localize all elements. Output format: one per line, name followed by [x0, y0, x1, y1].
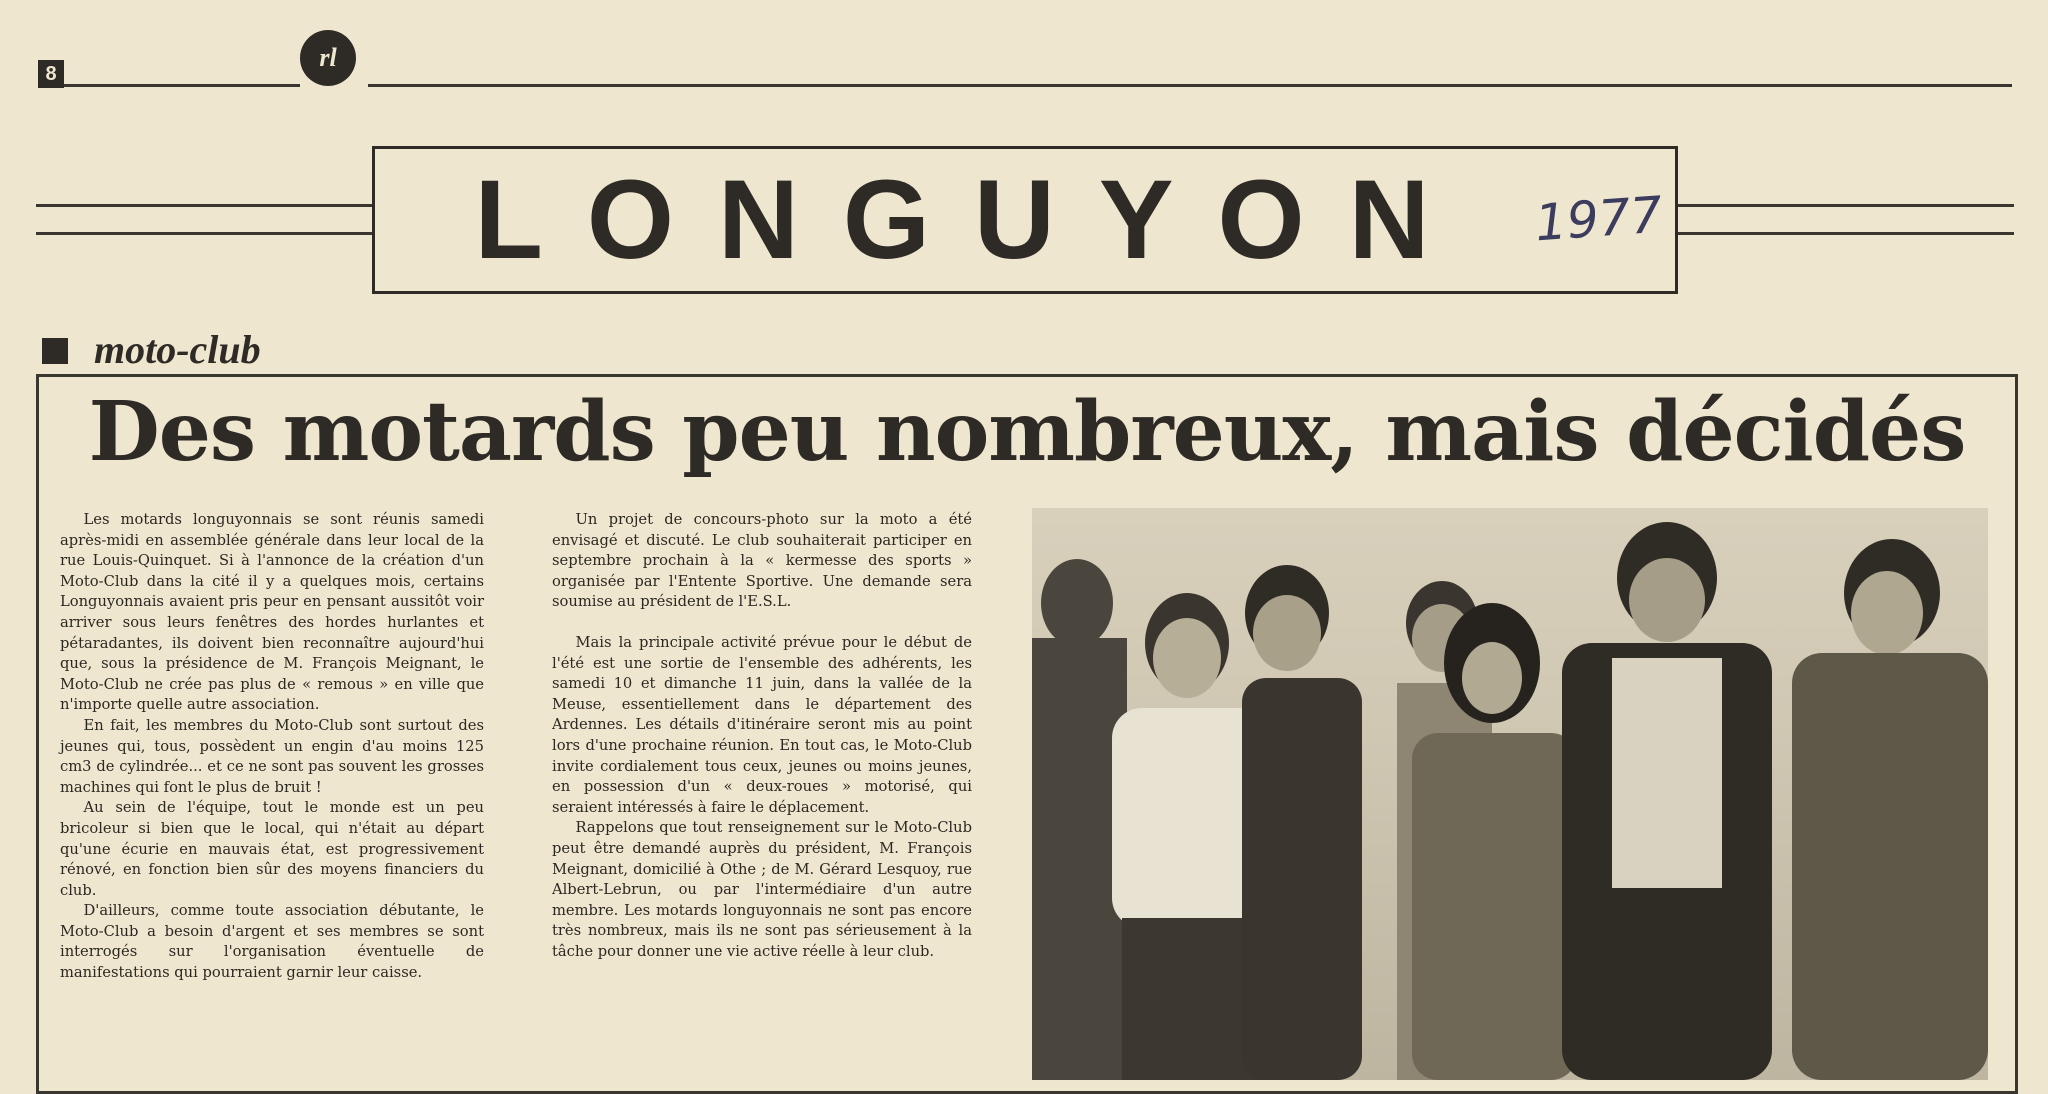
paragraph: Les motards longuyonnais se sont réunis samedi après-midi en assemblée générale dans leur local de la rue Louis-Quinquet. Si à l'annonce de la création d'un Moto-Club dans la cité il y a quelques mois, certains Longuyonnais avaient pris peur en pensant aussitôt voir arriver sous leurs fenêtres des hordes hurlantes et pétaradantes, ils doivent bien reconnaître aujourd'hui que, sous la présidence de M. François Meignant, le Moto-Club ne crée pas plus de « remous » en ville que n'importe quelle autre association. [60, 511, 484, 714]
group-photo [1032, 508, 1988, 1080]
article-column-2 [552, 510, 972, 962]
masthead-rule-left-2 [36, 232, 372, 235]
masthead-rule-right-2 [1678, 232, 2014, 235]
header-rule-right [368, 84, 2012, 87]
masthead-town: LONGUYON [474, 157, 1474, 282]
paragraph: Mais la principale activité prévue pour le début de l'été est une sortie de l'ensemble des adhérents, les samedi 10 et dimanche 11 juin, dans la vallée de la Meuse, essentiellement dans le département des Ardennes. Les détails d'itinéraire seront mis au point lors d'une prochaine réunion. En tout cas, le Moto-Club invite cordialement tous ceux, jeunes ou moins jeunes, en possession d'un « deux-roues » motorisé, qui seraient intéressés à faire le déplacement. [552, 633, 972, 816]
group-photo-illustration [1032, 508, 1988, 1080]
rubric-square-icon [42, 338, 68, 364]
paragraph: Rappelons que tout renseignement sur le Moto-Club peut être demandé auprès du président, M. François Meignant, domicilié à Othe ; de M. Gérard Lesquoy, rue Albert-Lebrun, ou par l'intermédiaire d'un autre membre. Les motards longuyonnais ne sont pas encore très nombreux, mais ils ne sont pas sérieusement à la tâche pour donner une vie active réelle à leur club. [552, 819, 972, 960]
article-column-1 [60, 510, 484, 984]
paragraph: Au sein de l'équipe, tout le monde est un peu bricoleur si bien que le local, qui n'était au départ qu'une écurie en mauvais état, est progressivement rénové, en fonction bien sûr des moyens financiers du club. [60, 799, 484, 899]
handwritten-year: 1977 [1533, 185, 1665, 253]
article-headline: Des motards peu nombreux, mais décidés [88, 384, 1966, 480]
masthead-rule-left-1 [36, 204, 372, 207]
page-number: 8 [38, 60, 64, 88]
section-rubric: moto-club [94, 327, 261, 372]
newspaper-logo: rl [300, 30, 356, 86]
header-rule-left [64, 84, 300, 87]
masthead-rule-right-1 [1678, 204, 2014, 207]
paragraph: D'ailleurs, comme toute association débutante, le Moto-Club a besoin d'argent et ses membres se sont interrogés sur l'organisation éventuelle de manifestations qui pourraient garnir leur caisse. [60, 902, 484, 982]
paragraph: Un projet de concours-photo sur la moto a été envisagé et discuté. Le club souhaiterait participer en septembre prochain à la « kermesse des sports » organisée par l'Entente Sportive. Une demande sera soumise au président de l'E.S.L. [552, 511, 972, 611]
paragraph: En fait, les membres du Moto-Club sont surtout des jeunes qui, tous, possèdent un engin d'au moins 125 cm3 de cylindrée... et ce ne sont pas souvent les grosses machines qui font le plus de bruit ! [60, 716, 484, 796]
